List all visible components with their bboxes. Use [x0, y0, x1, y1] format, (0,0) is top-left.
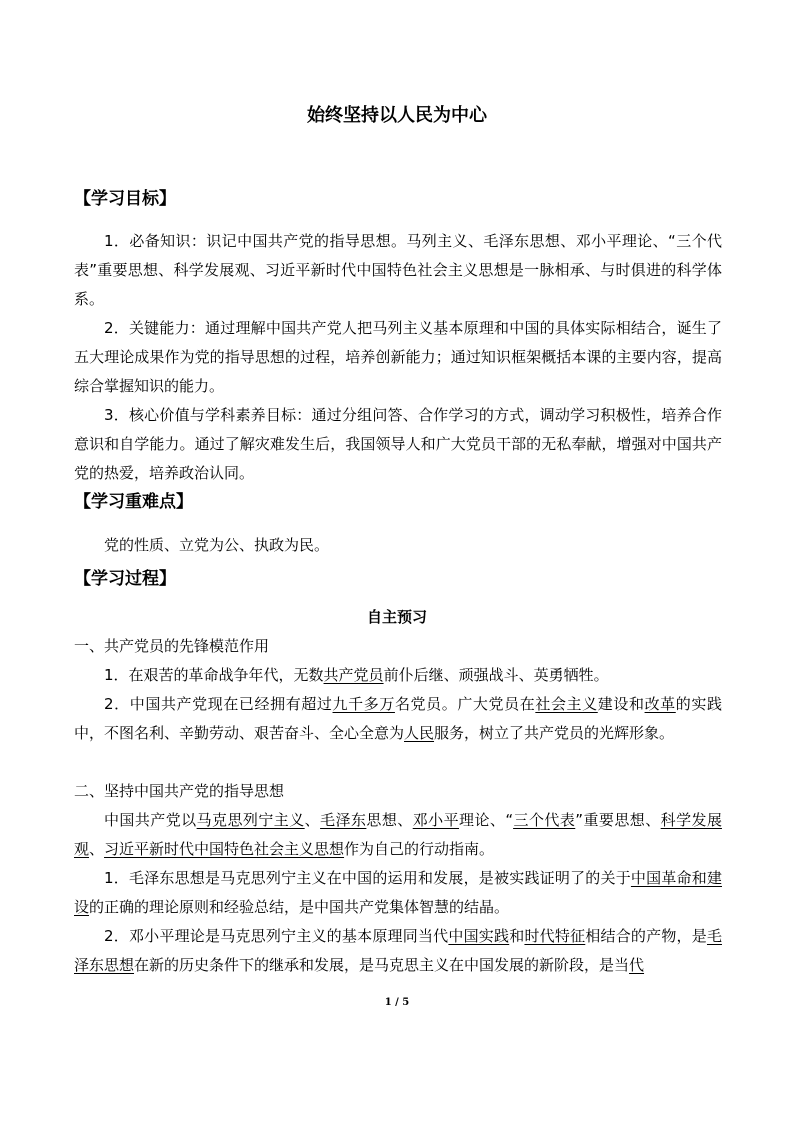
blank-answer: 代	[629, 956, 645, 974]
objective-item-3: 3．核心价值与学科素养目标：通过分组问答、合作学习的方式，调动学习积极性，培养合作意识和自学能力。通过了解灾难发生后，我国领导人和广大党员干部的无私奉献，增强对中国共产党的热爱，培养政治认同。	[74, 406, 722, 482]
section-1-item-2: 2．中国共产党现在已经拥有超过九千多万名党员。广大党员在社会主义建设和改革的实践中，不图名利、辛勤劳动、艰苦奋斗、全心全意为人民服务，树立了共产党员的光辉形象。	[74, 695, 722, 742]
blank-answer: 人民	[404, 724, 435, 742]
key-points-text: 党的性质、立党为公、执政为民。	[104, 536, 330, 554]
blank-answer: 时代特征	[524, 927, 586, 945]
blank-answer: 马克思列宁主义	[196, 811, 305, 829]
blank-answer: 改革	[644, 695, 676, 713]
process-heading: 【学习过程】	[74, 569, 176, 589]
document-title: 始终坚持以人民为中心	[307, 105, 487, 126]
blank-answer: 毛泽东思想	[74, 927, 722, 974]
blank-answer: 中国实践	[448, 927, 510, 945]
blank-answer: 三个代表	[513, 811, 576, 829]
objective-item-2: 2．关键能力：通过理解中国共产党人把马列主义基本原理和中国的具体实际相结合，诞生了五大理论成果作为党的指导思想的过程，培养创新能力；通过知识框架概括本课的主要内容，提高综合掌握知识的能力。	[74, 319, 722, 395]
objectives-heading: 【学习目标】	[74, 189, 176, 209]
blank-answer: 社会主义	[535, 695, 598, 713]
section-2-title: 二、坚持中国共产党的指导思想	[74, 782, 285, 800]
key-points-heading: 【学习重难点】	[74, 492, 193, 512]
blank-answer: 科学发展观	[74, 811, 722, 858]
page-number: 1 / 5	[384, 997, 410, 1008]
section-1-item-1: 1．在艰苦的革命战争年代，无数共产党员前仆后继、顽强战斗、英勇牺牲。	[104, 666, 609, 684]
blank-answer: 习近平新时代中国特色社会主义思想	[104, 840, 345, 858]
preview-subtitle: 自主预习	[366, 608, 427, 626]
blank-answer: 邓小平	[412, 811, 460, 829]
section-2-item-2: 2．邓小平理论是马克思列宁主义的基本原理同当代中国实践和时代特征相结合的产物，是毛泽东思想在新的历史条件下的继承和发展，是马克思主义在中国发展的新阶段，是当代	[74, 927, 722, 974]
objective-item-1: 1．必备知识：识记中国共产党的指导思想。马列主义、毛泽东思想、邓小平理论、“三个代表”重要思想、科学发展观、习近平新时代中国特色社会主义思想是一脉相承、与时俱进的科学体系。	[74, 232, 722, 308]
blank-answer: 九千多万	[332, 695, 395, 713]
section-1-title: 一、共产党员的先锋模范作用	[74, 637, 270, 655]
blank-answer: 毛泽东	[320, 811, 367, 829]
blank-answer: 共产党员	[323, 666, 384, 684]
section-2-item-1: 1．毛泽东思想是马克思列宁主义在中国的运用和发展，是被实践证明了的关于中国革命和建设的正确的理论原则和经验总结，是中国共产党集体智慧的结晶。	[74, 869, 722, 916]
section-2-intro: 中国共产党以马克思列宁主义、毛泽东思想、邓小平理论、“三个代表”重要思想、科学发展观、习近平新时代中国特色社会主义思想作为自己的行动指南。	[74, 811, 722, 858]
blank-answer: 中国革命和建设	[74, 869, 722, 916]
